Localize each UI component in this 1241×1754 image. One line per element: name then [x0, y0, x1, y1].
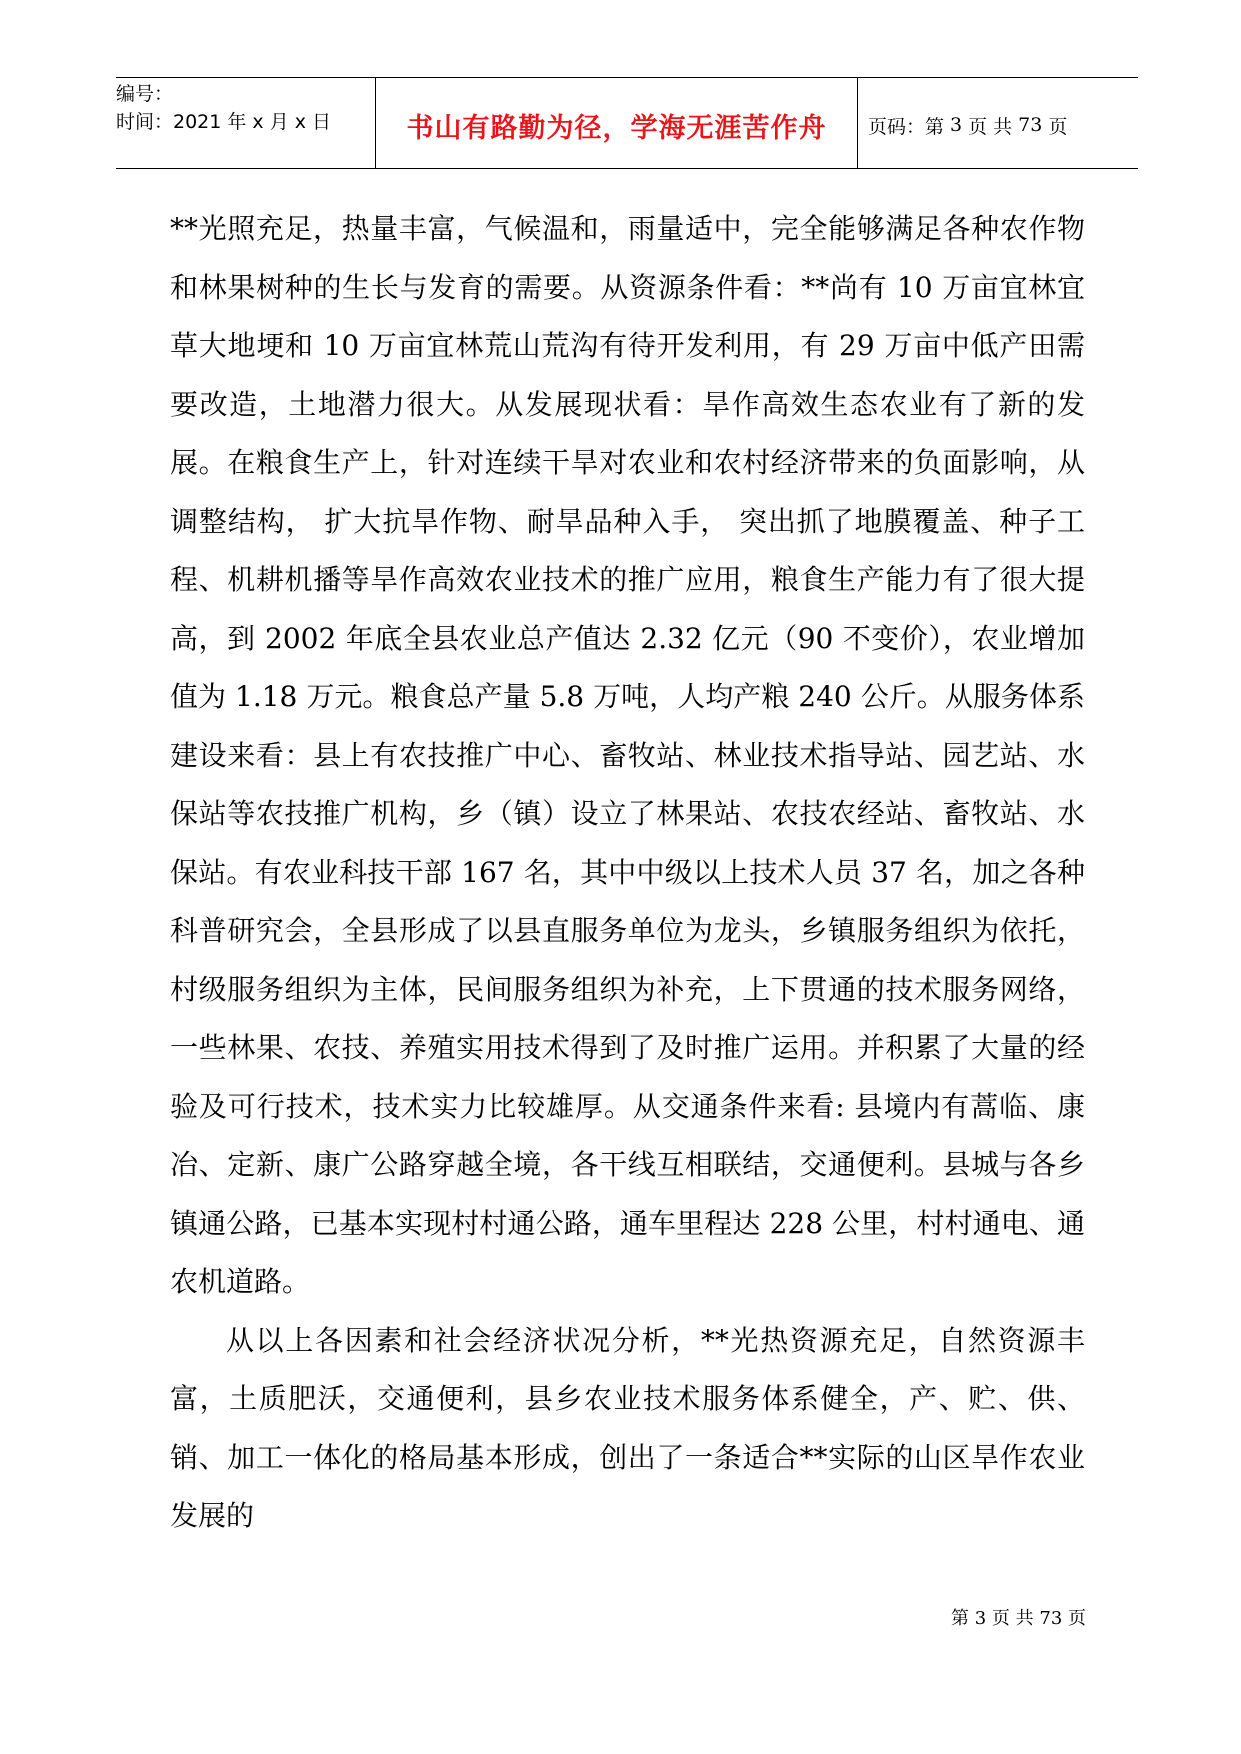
header-meta: [116, 78, 376, 168]
page-label-mid: 页 共: [968, 115, 1013, 138]
document-body: [170, 200, 1085, 1546]
page-current: 3: [950, 114, 963, 136]
body-paragraph: 从以上各因素和社会经济状况分析，**光热资源充足，自然资源丰富，土质肥沃，交通便利，县乡农业技术服务体系健全，产、贮、供、销、加工一体化的格局基本形成，创出了一条适合**实际的山区旱作农业发展的: [170, 1323, 1085, 1532]
header-motto: 书山有路勤为径，学海无涯苦作舟: [376, 78, 858, 168]
page-label-prefix: 页码：第: [868, 115, 945, 138]
page-header: [116, 77, 1138, 169]
serial-number-label: 编号：: [116, 83, 174, 105]
time-label: 时间：2021 年 x 月 x 日: [116, 111, 332, 133]
header-page-info: [858, 78, 1138, 168]
page-footer: 第 3 页 共 73 页: [951, 1608, 1086, 1629]
body-paragraph: **光照充足，热量丰富，气候温和，雨量适中，完全能够满足各种农作物和林果树种的生长与发育的需要。从资源条件看：**尚有 10 万亩宜林宜草大地埂和 10 万亩宜林荒山荒沟有待开发利用，有 29 万亩中低产田需要改造，土地潜力很大。从发展现状看：旱作高效生态农业有了新的发展。在粮食生产上，针对连续干旱对农业和农村经济带来的负面影响，从调整结构， 扩大抗旱作物、耐旱品种入手， 突出抓了地膜覆盖、种子工程、机耕机播等旱作高效农业技术的推广应用，粮食生产能力有了很大提高，到 2002 年底全县农业总产值达 2.32 亿元（90 不变价），农业增加值为 1.18 万元。粮食总产量 5.8 万吨，人均产粮 240 公斤。从服务体系建设来看：县上有农技推广中心、畜牧站、林业技术指导站、园艺站、水保站等农技推广机构，乡（镇）设立了林果站、农技农经站、畜牧站、水保站。有农业科技干部 167 名，其中中级以上技术人员 37 名，加之各种科普研究会，全县形成了以县直服务单位为龙头，乡镇服务组织为依托，村级服务组织为主体，民间服务组织为补充，上下贯通的技术服务网络，一些林果、农技、养殖实用技术得到了及时推广运用。并积累了大量的经验及可行技术，技术实力比较雄厚。从交通条件来看: 县境内有蒿临、康冶、定新、康广公路穿越全境，各干线互相联结，交通便利。县城与各乡镇通公路，已基本实现村村通公路，通车里程达 228 公里，村村通电、通农机道路。: [170, 212, 1085, 1298]
page-total: 73: [1018, 114, 1043, 136]
page-label-suffix: 页: [1048, 115, 1068, 138]
